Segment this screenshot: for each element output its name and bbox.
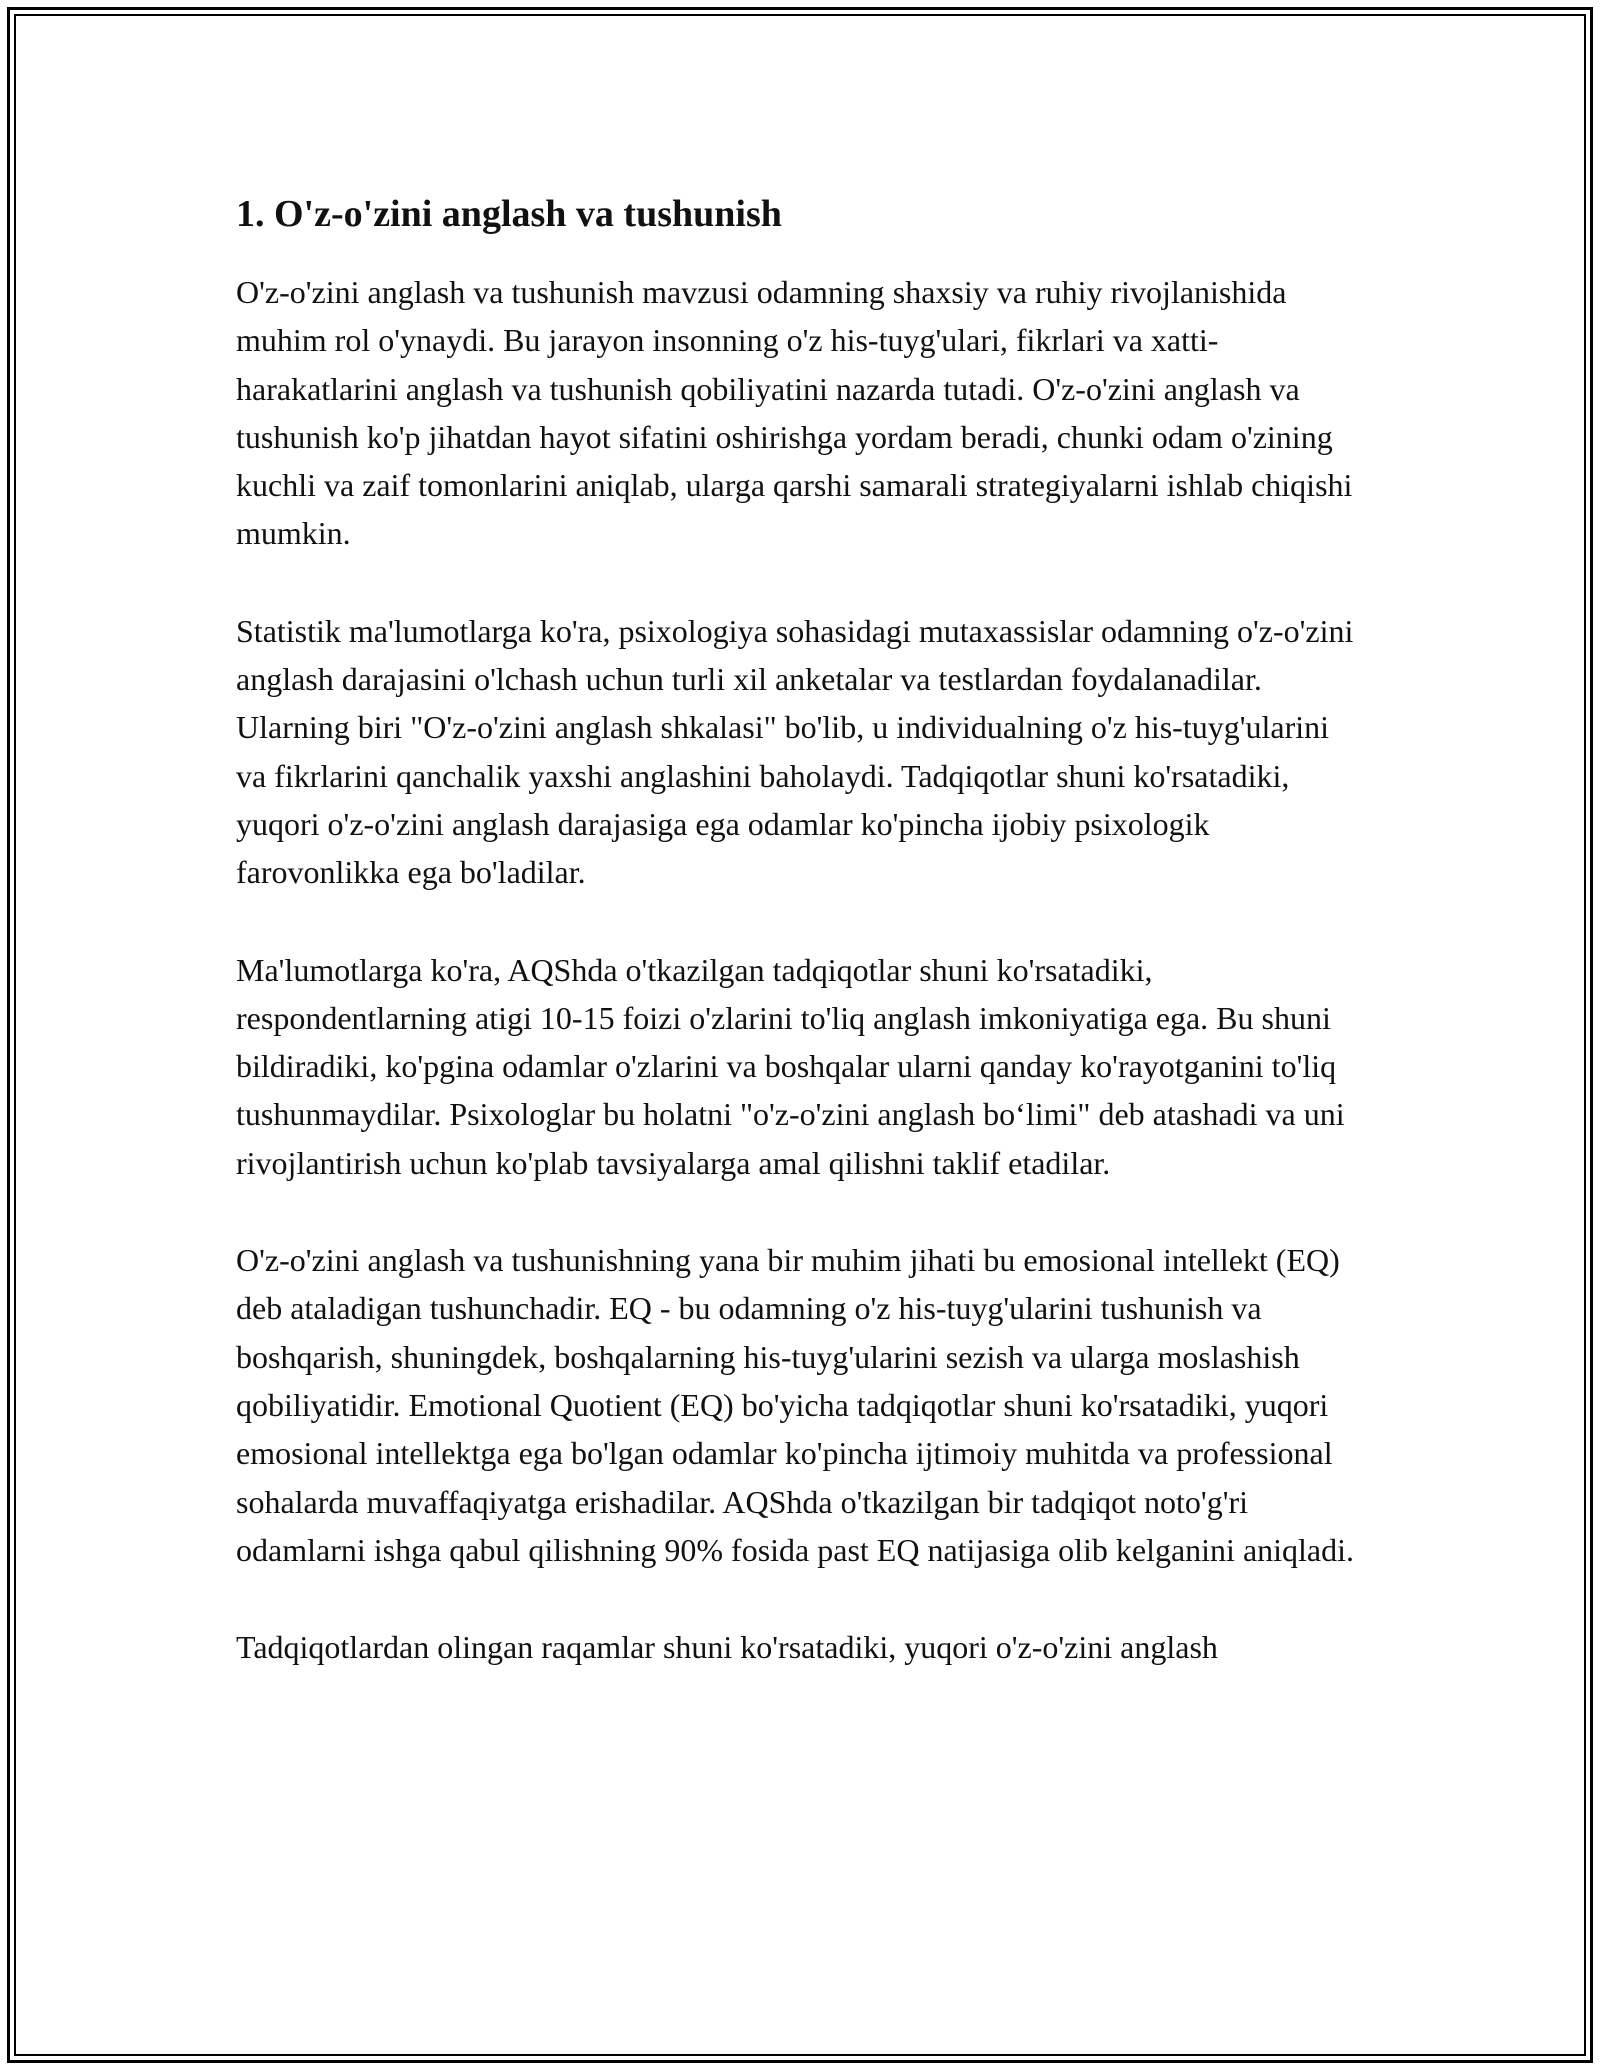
paragraph-1: O'z-o'zini anglash va tushunish mavzusi odamning shaxsiy va ruhiy rivojlanishida muhim rol o'ynaydi. Bu jarayon insonning o'z his-tuyg'ulari, fikrlari va xatti-harakatlarini anglash va tushunish qobiliyatini nazarda tutadi. O'z-o'zini anglash va tushunish ko'p jihatdan hayot sifatini oshirishga yordam beradi, chunki odam o'zining kuchli va zaif tomonlarini aniqlab, ularga qarshi samarali strategiyalarni ishlab chiqishi mumkin. [236, 274, 1353, 552]
paragraph-4: O'z-o'zini anglash va tushunishning yana bir muhim jihati bu emosional intellekt (EQ) deb ataladigan tushunchadir. EQ - bu odamning o'z his-tuyg'ularini tushunish va boshqarish, shuningdek, boshqalarning his-tuyg'ularini sezish va ularga moslashish qobiliyatidir. Emotional Quotient (EQ) bo'yicha tadqiqotlar shuni ko'rsatadiki, yuqori emosional intellektga ega bo'lgan odamlar ko'pincha ijtimoiy muhitda va professional sohalarda muvaffaqiyatga erishadilar. AQShda o'tkazilgan bir tadqiqot noto'g'ri odamlarni ishga qabul qilishning 90% fosida past EQ natijasiga olib kelganini aniqladi. [236, 1242, 1355, 1568]
paragraph-3: Ma'lumotlarga ko'ra, AQShda o'tkazilgan tadqiqotlar shuni ko'rsatadiki, respondentlarning atigi 10-15 foizi o'zlarini to'liq anglash imkoniyatiga ega. Bu shuni bildiradiki, ko'pgina odamlar o'zlarini va boshqalar ularni qanday ko'rayotganini to'liq tushunmaydilar. Psixologlar bu holatni "o'z-o'zini anglash bo‘limi" deb atashadi va uni rivojlantirish uchun ko'plab tavsiyalarga amal qilishni taklif etadilar. [236, 951, 1345, 1181]
paragraph-5: Tadqiqotlardan olingan raqamlar shuni ko'rsatadiki, yuqori o'z-o'zini anglash [236, 1629, 1218, 1666]
paragraph-2: Statistik ma'lumotlarga ko'ra, psixologiya sohasidagi mutaxassislar odamning o'z-o'zini anglash darajasini o'lchash uchun turli xil anketalar va testlardan foydalanadilar. Ularning biri "O'z-o'zini anglash shkalasi" bo'lib, u individualning o'z his-tuyg'ularini va fikrlarini qanchalik yaxshi anglashini baholaydi. Tadqiqotlar shuni ko'rsatadiki, yuqori o'z-o'zini anglash darajasiga ega odamlar ko'pincha ijobiy psixologik farovonlikka ega bo'ladilar. [236, 612, 1354, 891]
section-heading: 1. O'z-o'zini anglash va tushunish [236, 193, 782, 235]
document-body [236, 188, 1366, 1720]
